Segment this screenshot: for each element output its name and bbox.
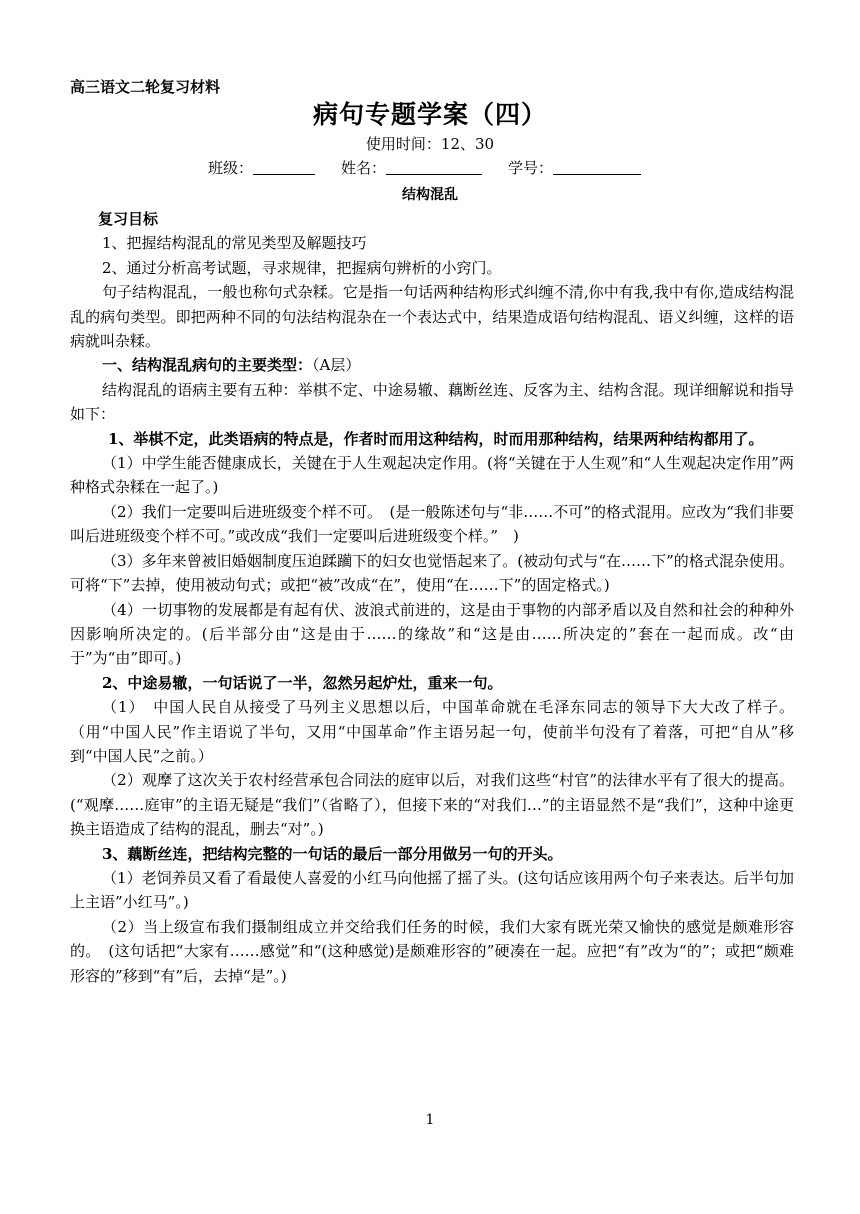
section-level: （A层） [312, 356, 361, 375]
section-heading [70, 353, 794, 377]
example-item: （1） 中国人民自从接受了马列主义思想以后，中国革命就在毛泽东同志的领导下大大改了样子。（用“中国人民”作主语说了半句，又用“中国革命”作主语另起一句，使前半句没有了着落，可把“自从”移到“中国人民”之前。） [70, 698, 794, 765]
header-note: 高三语文二轮复习材料 [70, 78, 221, 96]
section-heading-text: 一、结构混乱病句的主要类型： [102, 356, 313, 375]
name-label: 姓名： [341, 159, 387, 177]
section-intro: 结构混乱的语病主要有五种：举棋不定、中途易辙、藕断丝连、反客为主、结构含混。现详细解说和指导如下： [70, 380, 794, 424]
intro-paragraph: 句子结构混乱，一般也称句式杂糅。它是指一句话两种结构形式纠缠不清,你中有我,我中有你,造成结构混乱的病句类型。即把两种不同的句法结构混杂在一个表达式中，结果造成语句结构混乱、语义纠缠，这样的语病就叫杂糅。 [70, 283, 794, 351]
section-subtitle: 结构混乱 [402, 187, 458, 203]
goal-item: 2、通过分析高考试题，寻求规律，把握病句辨析的小窍门。 [102, 258, 502, 277]
number-blank [553, 159, 641, 175]
page-number: 1 [425, 1112, 435, 1128]
example-item: （2）当上级宣布我们摄制组成立并交给我们任务的时候，我们大家有既光荣又愉快的感觉是颇难形容的。 (这句话把“大家有……感觉”和“(这种感觉)是颇难形容的”硬凑在一起。应把“有”改为“的”；或把“颇难形容的”移到“有”后，去掉“是”。) [70, 917, 794, 985]
type-heading: 2、中途易辙，一句话说了一半，忽然另起炉灶，重来一句。 [102, 673, 503, 692]
example-item: （3）多年来曾被旧婚姻制度压迫蹂躏下的妇女也觉悟起来了。(被动句式与“在……下”的格式混杂使用。可将“下”去掉，使用被动句式；或把“被”改成“在”，使用“在……下”的固定格式。) [70, 551, 794, 595]
example-item: （4）一切事物的发展都是有起有伏、波浪式前进的，这是由于事物的内部矛盾以及自然和社会的种种外因影响所决定的。(后半部分由“这是由于……的缘故”和“这是由……所决定的”套在一起而成。改“由于”为“由”即可。) [70, 600, 794, 668]
document-body [70, 207, 794, 988]
example-item: （2）观摩了这次关于农村经营承包合同法的庭审以后，对我们这些“村官”的法律水平有了很大的提高。(“观摩……庭审”的主语无疑是“我们”（省略了），但接下来的“对我们…”的主语显然不是“我们”，这种中途更换主语造成了结构的混乱，删去“对”。) [70, 771, 794, 839]
student-info-line [208, 157, 641, 178]
class-blank [253, 159, 315, 175]
page-title: 病句专题学案（四） [312, 100, 547, 129]
number-label: 学号： [508, 159, 554, 177]
class-label: 班级： [208, 159, 254, 177]
goal-item: 1、把握结构混乱的常见类型及解题技巧 [102, 234, 367, 253]
usage-time: 使用时间：12、30 [365, 135, 495, 153]
example-item: （1）老饲养员又看了看最使人喜爱的小红马向他摇了摇了头。(这句话应该用两个句子来表达。后半句加上主语”小红马”。) [70, 868, 794, 912]
type-heading: 3、藕断丝连，把结构完整的一句话的最后一部分用做另一句的开头。 [102, 844, 563, 863]
example-item: （1）中学生能否健康成长，关键在于人生观起决定作用。(将“关键在于人生观”和“人生观起决定作用”两种格式杂糅在一起了。) [70, 454, 794, 497]
type-heading: 1、举棋不定，此类语病的特点是，作者时而用这种结构，时而用那种结构，结果两种结构都用了。 [108, 429, 764, 448]
name-blank [386, 159, 482, 175]
goal-heading: 复习目标 [98, 210, 159, 228]
example-item: （2）我们一定要叫后进班级变个样不可。 (是一般陈述句与“非……不可”的格式混用。应改为“我们非要叫后进班级变个样不可。”或改成“我们一定要叫后进班级变个样。” ) [70, 502, 794, 546]
